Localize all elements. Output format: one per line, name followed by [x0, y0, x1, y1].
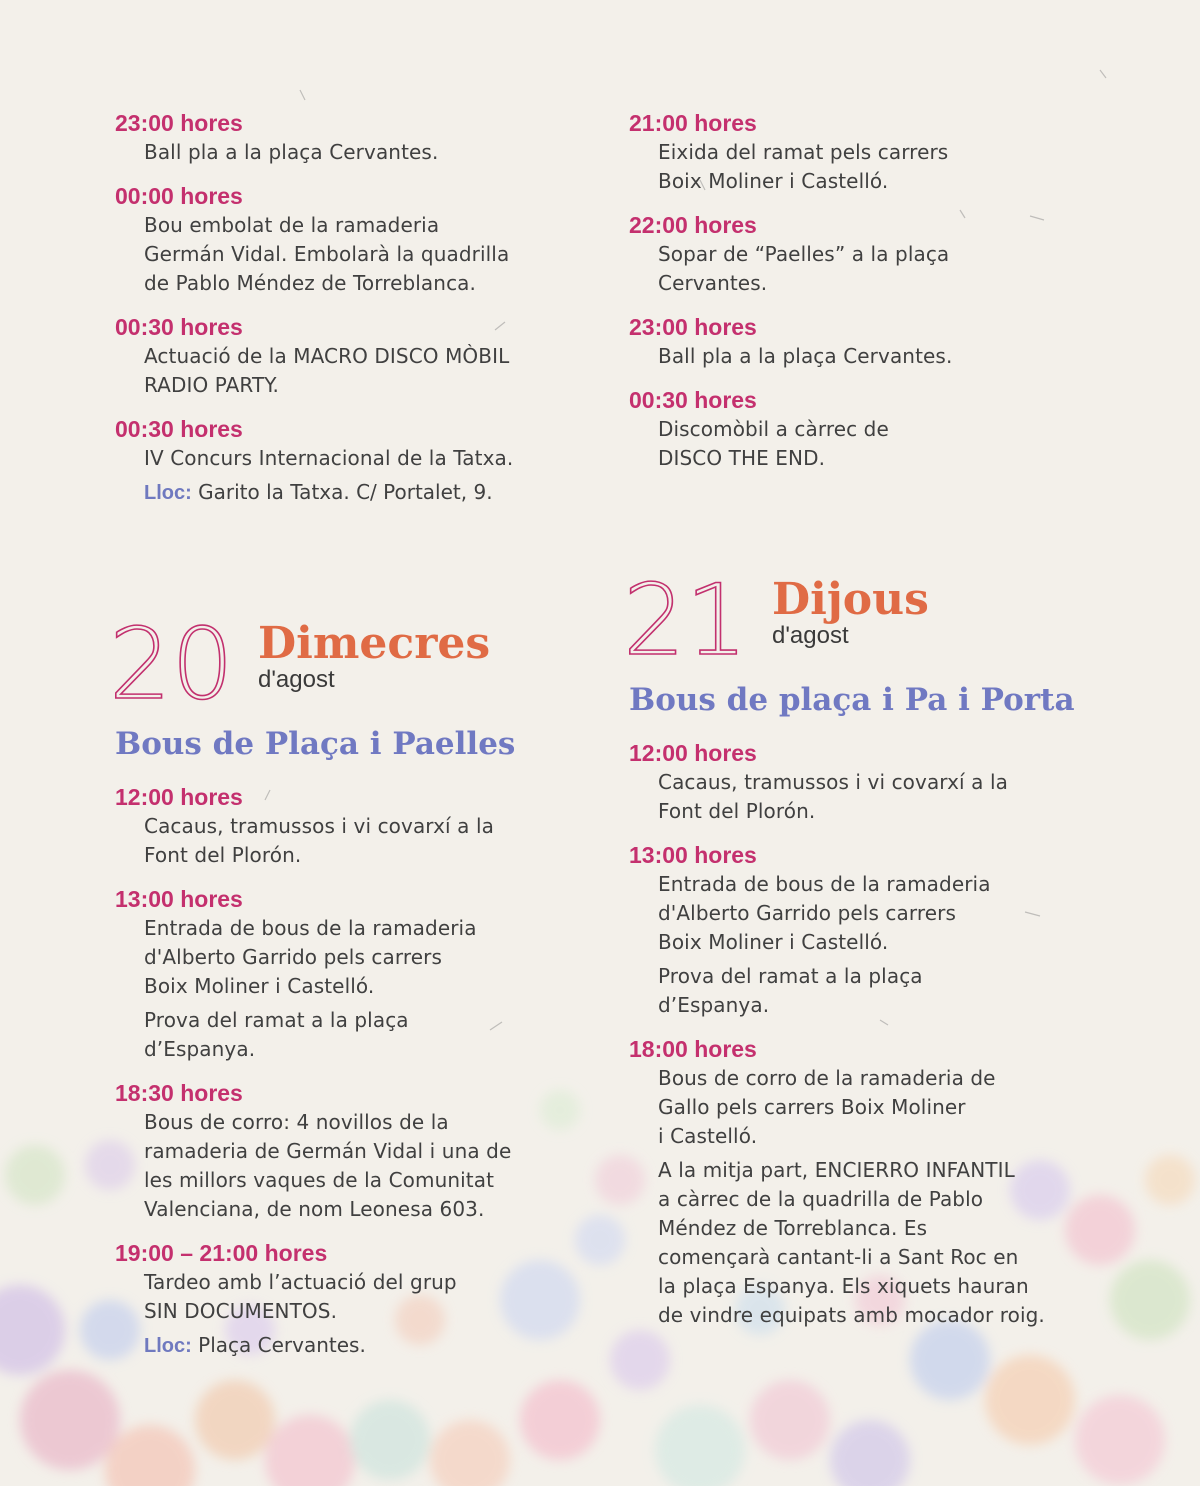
event-time: 18:00 hores	[629, 1036, 757, 1062]
day-title: Bous de Plaça i Paelles	[115, 726, 516, 762]
event-item	[629, 385, 1109, 473]
event-time: 00:30 hores	[629, 387, 757, 413]
event-item	[629, 738, 1109, 826]
event-time: 22:00 hores	[629, 212, 757, 238]
day-header	[623, 564, 1109, 680]
event-description: Prova del ramat a la plaça d’Espanya.	[144, 1008, 409, 1061]
event-description: IV Concurs Internacional de la Tatxa.	[144, 446, 514, 470]
event-description: Discomòbil a càrrec de DISCO THE END.	[658, 417, 889, 470]
day-name: Dimecres	[258, 618, 491, 669]
day-section-21	[623, 564, 1109, 1344]
event-description: Prova del ramat a la plaça d’Espanya.	[658, 964, 923, 1017]
event-time: 19:00 – 21:00 hores	[115, 1240, 328, 1266]
event-location	[115, 1331, 585, 1361]
event-time: 00:30 hores	[115, 314, 243, 340]
event-item	[115, 1078, 585, 1224]
location-value: Garito la Tatxa. C/ Portalet, 9.	[198, 480, 493, 504]
event-item	[629, 312, 1109, 371]
event-time: 13:00 hores	[115, 886, 243, 912]
event-description: Bous de corro de la ramaderia de Gallo pels carrers Boix Moliner i Castelló.	[658, 1066, 996, 1148]
day-month: d'agost	[258, 666, 335, 693]
day-section-20	[109, 608, 585, 1375]
event-item	[115, 1238, 585, 1361]
event-description: A la mitja part, ENCIERRO INFANTIL a càrrec de la quadrilla de Pablo Méndez de Torreblanca. Es començarà cantant-li a Sant Roc en la plaça Espanya. Els xiquets hauran de vindre equipats amb mocador roig.	[658, 1158, 1045, 1327]
location-label: Lloc:	[144, 482, 192, 504]
event-location	[115, 478, 585, 508]
event-time: 18:30 hores	[115, 1080, 243, 1106]
event-time: 12:00 hores	[629, 740, 757, 766]
event-time: 13:00 hores	[629, 842, 757, 868]
day-number: 20	[109, 608, 234, 722]
event-description: Tardeo amb l’actuació del grup SIN DOCUMENTOS.	[144, 1270, 457, 1323]
day-title: Bous de plaça i Pa i Porta	[629, 682, 1075, 718]
event-item	[629, 1034, 1109, 1330]
event-time: 21:00 hores	[629, 110, 757, 136]
event-description: Eixida del ramat pels carrers Boix Moliner i Castelló.	[658, 140, 949, 193]
event-item	[629, 840, 1109, 1020]
event-description: Bous de corro: 4 novillos de la ramaderia de Germán Vidal i una de les millors vaques de la Comunitat Valenciana, de nom Leonesa 603.	[144, 1110, 512, 1221]
event-description: Cacaus, tramussos i vi covarxí a la Font del Plorón.	[144, 814, 494, 867]
event-item	[115, 414, 585, 508]
event-description: Cacaus, tramussos i vi covarxí a la Font del Plorón.	[658, 770, 1008, 823]
event-description: Ball pla a la plaça Cervantes.	[658, 344, 953, 368]
day-header	[109, 608, 585, 724]
event-item	[115, 884, 585, 1064]
event-item	[115, 108, 585, 167]
event-item	[629, 108, 1109, 196]
event-time: 00:30 hores	[115, 416, 243, 442]
event-item	[629, 210, 1109, 298]
location-value: Plaça Cervantes.	[198, 1333, 366, 1357]
location-label: Lloc:	[144, 1335, 192, 1357]
event-time: 12:00 hores	[115, 784, 243, 810]
event-description: Sopar de “Paelles” a la plaça Cervantes.	[658, 242, 950, 295]
day-name: Dijous	[772, 574, 929, 625]
schedule-column-left-top	[115, 108, 585, 522]
event-item	[115, 181, 585, 298]
event-description: Ball pla a la plaça Cervantes.	[144, 140, 439, 164]
event-time: 00:00 hores	[115, 183, 243, 209]
day-month: d'agost	[772, 622, 849, 649]
event-item	[115, 312, 585, 400]
event-description: Entrada de bous de la ramaderia d'Alberto Garrido pels carrers Boix Moliner i Castelló.	[144, 916, 477, 998]
event-time: 23:00 hores	[629, 314, 757, 340]
event-time: 23:00 hores	[115, 110, 243, 136]
event-description: Entrada de bous de la ramaderia d'Alberto Garrido pels carrers Boix Moliner i Castelló.	[658, 872, 991, 954]
event-item	[115, 782, 585, 870]
day-number: 21	[623, 564, 748, 678]
event-description: Bou embolat de la ramaderia Germán Vidal. Embolarà la quadrilla de Pablo Méndez de Torreblanca.	[144, 213, 510, 295]
schedule-column-right-top	[629, 108, 1109, 487]
event-description: Actuació de la MACRO DISCO MÒBIL RADIO PARTY.	[144, 344, 510, 397]
